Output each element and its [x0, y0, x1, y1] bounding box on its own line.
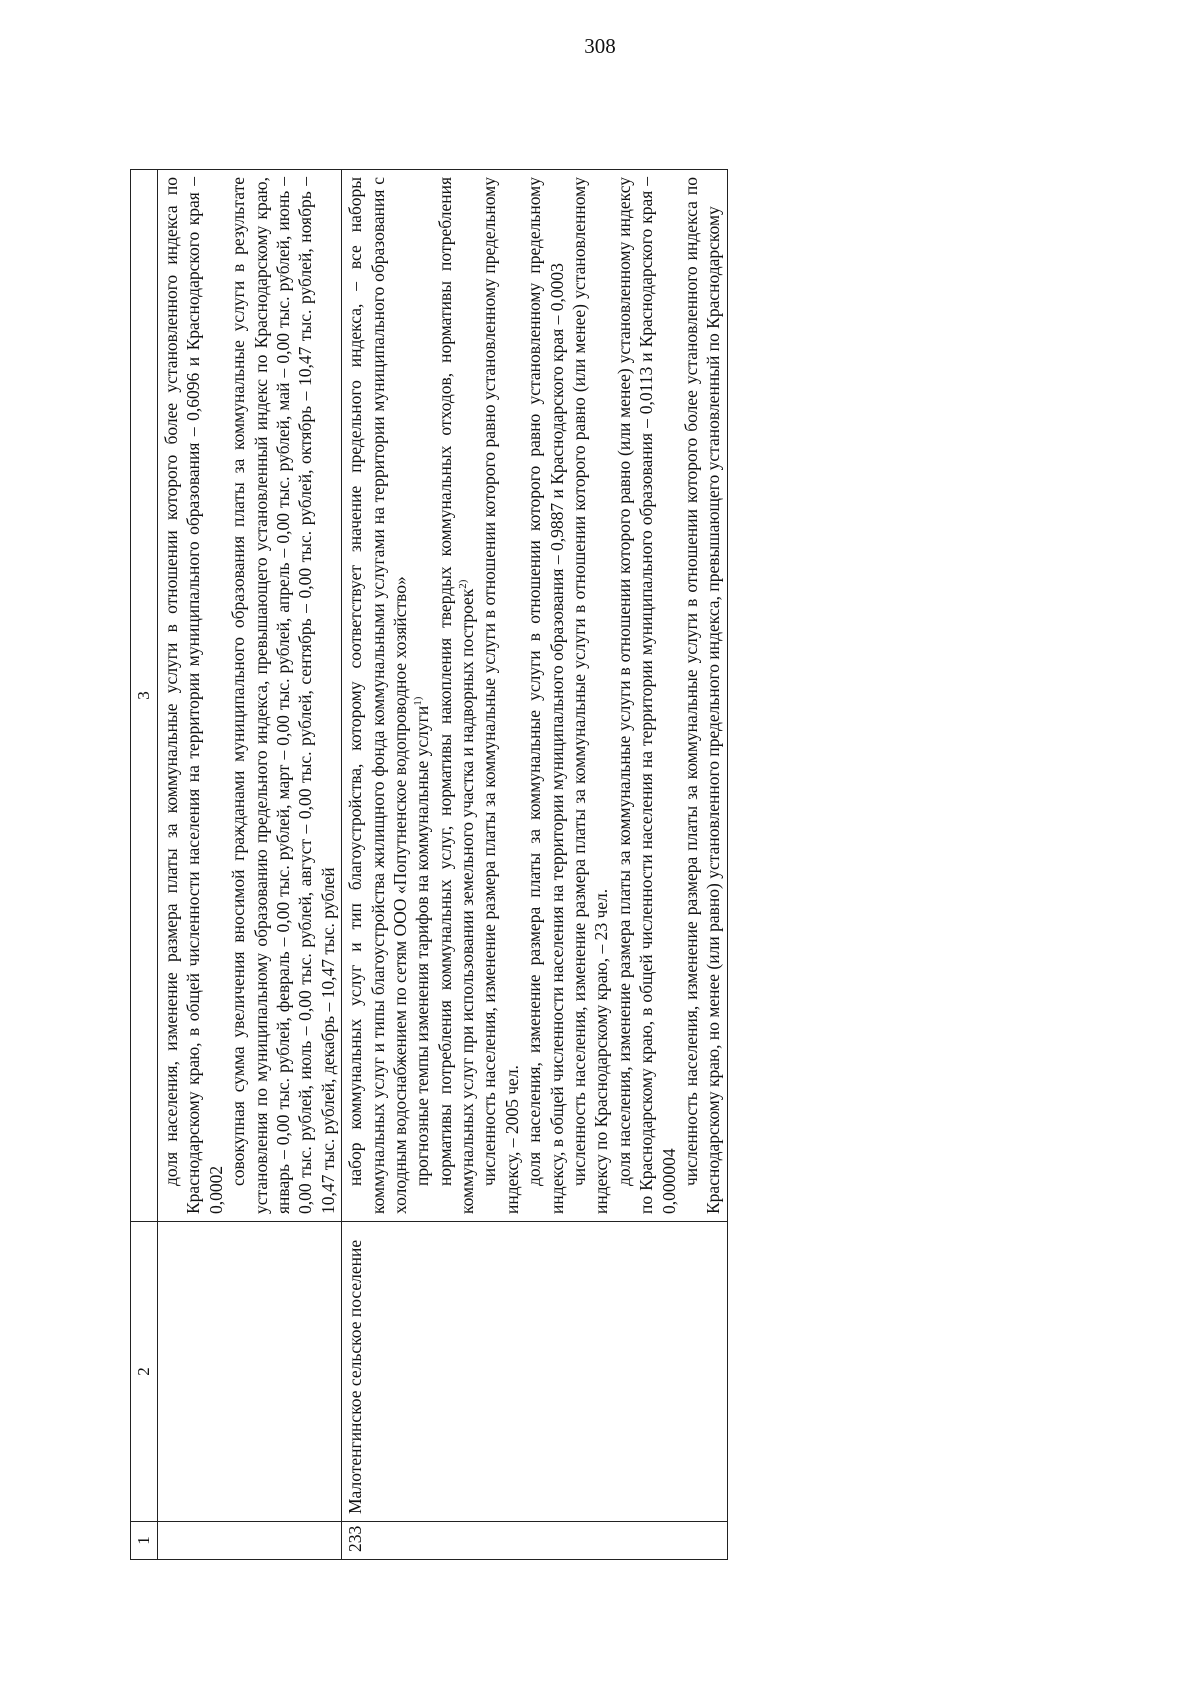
details-cell — [158, 170, 342, 1222]
paragraph: доля населения, изменение размера платы за коммунальные услуги в отношении которого равно установленному предельному индексу, в общей численности населения на территории муниципального образования – 0,9887 и Краснодарского края – 0,0003 — [524, 177, 567, 1214]
details-cell — [342, 170, 728, 1222]
data-table — [130, 169, 728, 1560]
paragraph: численность населения, изменение размера платы за коммунальные услуги в отношении которого более установленного индекса по Краснодарскому краю, но менее (или равно) установленного предельного индекса, превышающего установленный по Краснодарскому — [680, 177, 724, 1214]
footnote-marker: 1) — [412, 696, 425, 706]
table-row — [158, 170, 342, 1560]
row-number-cell: 233 — [342, 1522, 728, 1560]
footnote-marker: 2) — [457, 579, 470, 589]
paragraph: численность населения, изменение размера платы за коммунальные услуги в отношении которого равно установленному предельному индексу, – 2005 чел. — [479, 177, 522, 1214]
paragraph: прогнозные темпы изменения тарифов на коммунальные услуги$^{1)}$ — [412, 696, 433, 1186]
paragraph: набор коммунальных услуг и тип благоустройства, которому соответствует значение предельного индекса, – все наборы коммунальных услуг и типы благоустройства жилищного фонда коммунальными услугами на территории муниципального образования с холодным водоснабжением по сетям ООО «Попутненское водопроводное хозяйство» — [345, 177, 410, 1214]
header-col-2: 2 — [131, 1222, 158, 1522]
paragraph: совокупная сумма увеличения вносимой гражданами муниципального образования платы за коммунальные услуги в результате установления по муниципальному образованию предельного индекса, превышающего установленный индекс по Краснодарскому краю, январь – 0,00 тыс. рублей, февраль – 0,00 тыс. рублей, март – 0,00 тыс. рублей, апрель – 0,00 тыс. рублей, май – 0,00 тыс. рублей, июнь – 0,00 тыс. рублей, июль – 0,00 тыс. рублей, август – 0,00 тыс. рублей, сентябрь – 0,00 тыс. рублей, октябрь – 10,47 тыс. рублей, ноябрь – 10,47 тыс. рублей, декабрь – 10,47 тыс. рублей — [228, 177, 338, 1214]
paragraph: доля населения, изменение размера платы за коммунальные услуги в отношении которого равно (или менее) установленному индексу по Краснодарскому краю, в общей численности населения на территории муниципального образования – 0,0113 и Краснодарского края – 0,000004 — [613, 177, 679, 1214]
settlement-name-cell — [158, 1222, 342, 1522]
paragraph: доля населения, изменение размера платы за коммунальные услуги в отношении которого более установленного индекса по Краснодарскому краю, в общей численности населения на территории муниципального образования – 0,6096 и Краснодарского края – 0,0002 — [161, 177, 226, 1214]
row-number-cell — [158, 1522, 342, 1560]
paragraph: численность населения, изменение размера платы за коммунальные услуги в отношении которого равно (или менее) установленному индексу по Краснодарскому краю, – 23 чел. — [569, 177, 612, 1214]
table-header-row — [131, 170, 158, 1560]
paragraph: нормативы потребления коммунальных услуг, нормативы накопления твердых коммунальных отходов, нормативы потребления коммунальных услуг при использовании земельного участка и надворных построек$^{2)}$ — [434, 177, 478, 1214]
table-row — [342, 170, 728, 1560]
settlement-name-cell: Малотенгинское сельское поселение — [342, 1222, 728, 1522]
rotated-table-container — [130, 170, 1080, 1560]
header-col-3: 3 — [131, 170, 158, 1222]
header-col-1: 1 — [131, 1522, 158, 1560]
page-number: 308 — [584, 34, 616, 58]
